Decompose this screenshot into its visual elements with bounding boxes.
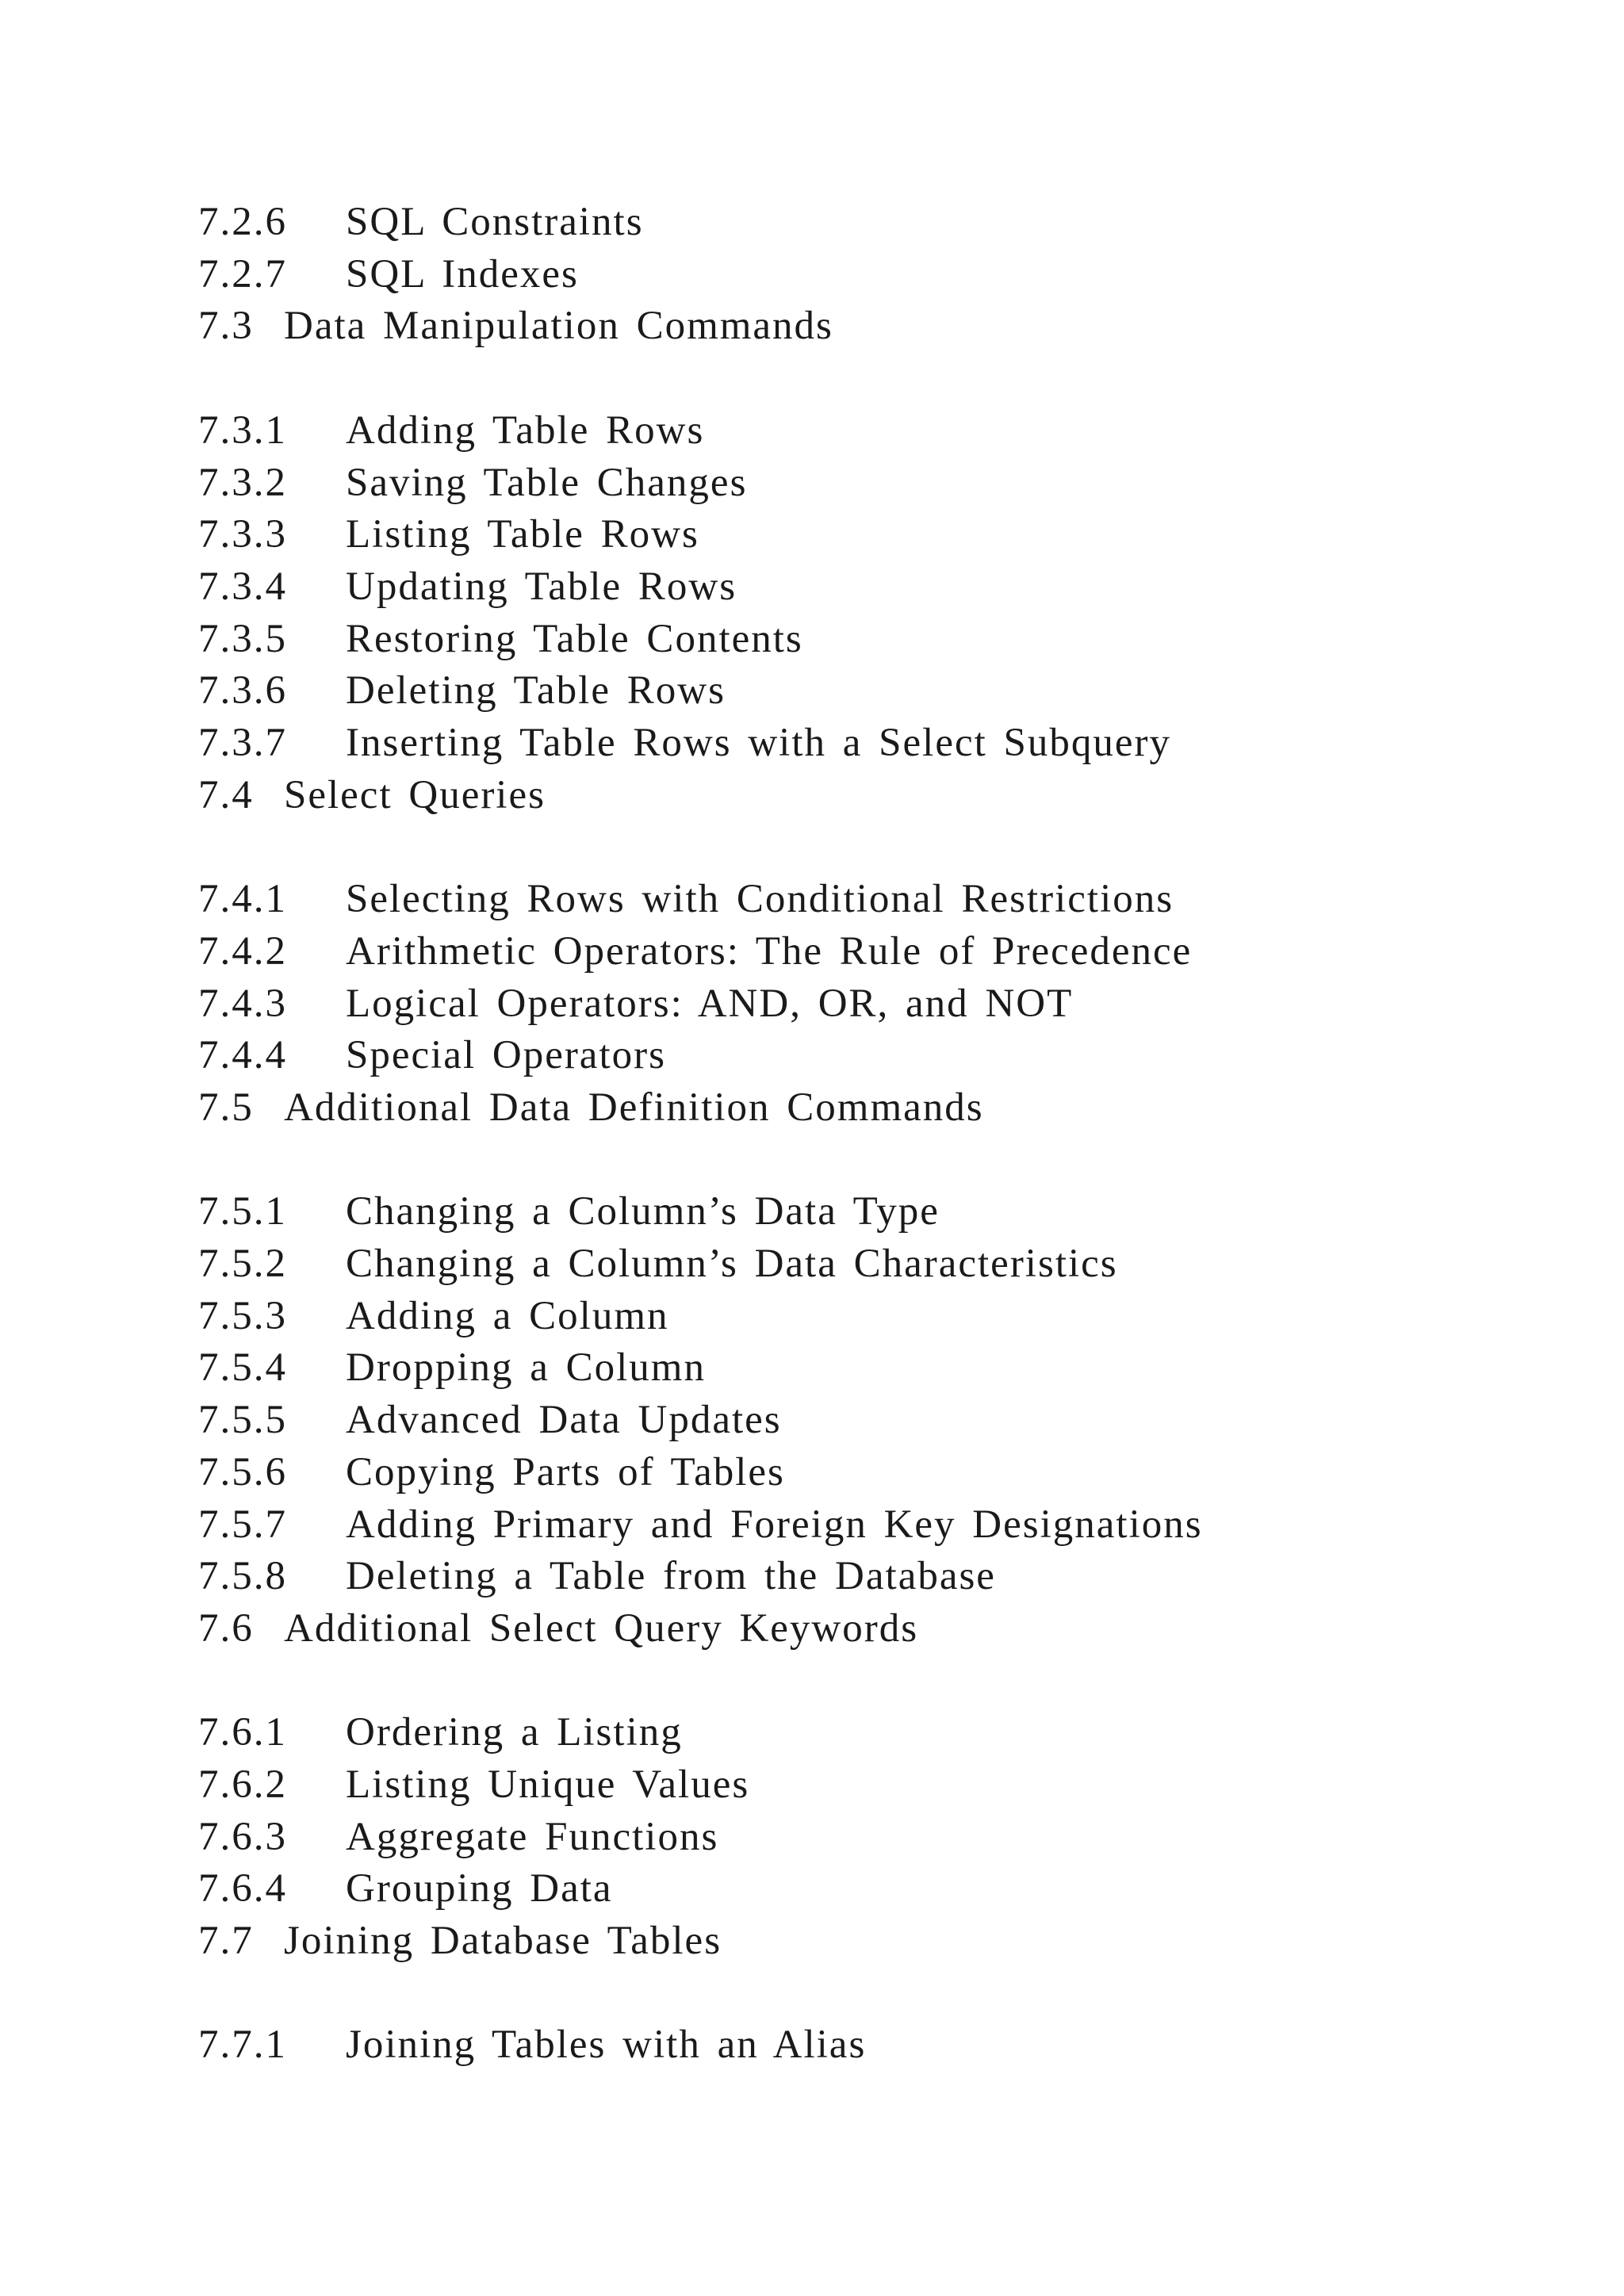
toc-entry-title: Aggregate Functions <box>346 1815 719 1859</box>
toc-entry-number: 7.4.2 <box>198 929 287 974</box>
toc-entry-title: SQL Indexes <box>346 252 579 297</box>
toc-entry-number: 7.5.6 <box>198 1450 287 1494</box>
toc-entry-number: 7.3.3 <box>198 512 287 557</box>
toc-entry-number: 7.5.5 <box>198 1398 287 1442</box>
toc-entry-number: 7.6.4 <box>198 1866 287 1911</box>
toc-entry-number: 7.5.4 <box>198 1345 287 1390</box>
toc-entry-number: 7.5 <box>198 1085 254 1130</box>
toc-entry-number: 7.3.4 <box>198 564 287 609</box>
toc-entry-title: Changing a Column’s Data Characteristics <box>346 1242 1118 1286</box>
toc-entry-title: Deleting a Table from the Database <box>346 1554 996 1598</box>
toc-entry-title: Saving Table Changes <box>346 461 748 505</box>
toc-entry-title: Dropping a Column <box>346 1345 706 1390</box>
toc-entry-title: Joining Database Tables <box>284 1919 722 1963</box>
toc-entry-title: Additional Select Query Keywords <box>284 1606 919 1651</box>
toc-entry-title: Selecting Rows with Conditional Restrictions <box>346 877 1174 921</box>
toc-entry-number: 7.5.7 <box>198 1502 287 1547</box>
toc-entry-number: 7.6 <box>198 1606 254 1651</box>
toc-entry-number: 7.3.5 <box>198 617 287 661</box>
toc-entry-number: 7.4.4 <box>198 1033 287 1077</box>
toc-entry-title: Copying Parts of Tables <box>346 1450 785 1494</box>
toc-entry-title: Additional Data Definition Commands <box>284 1085 984 1130</box>
toc-entry-title: Adding Table Rows <box>346 408 705 453</box>
toc-entry-number: 7.2.7 <box>198 252 287 297</box>
toc-entry-title: Ordering a Listing <box>346 1710 683 1755</box>
toc-entry-number: 7.4.3 <box>198 982 287 1026</box>
toc-entry-number: 7.4.1 <box>198 877 287 921</box>
toc-entry-number: 7.4 <box>198 773 254 817</box>
toc-entry-title: Adding Primary and Foreign Key Designations <box>346 1502 1203 1547</box>
toc-entry-title: Listing Unique Values <box>346 1762 750 1807</box>
toc-entry-title: Joining Tables with an Alias <box>346 2022 867 2067</box>
toc-entry-title: SQL Constraints <box>346 200 644 244</box>
toc-entry-title: Advanced Data Updates <box>346 1398 782 1442</box>
toc-entry-number: 7.3.6 <box>198 668 287 713</box>
toc-entry-number: 7.5.2 <box>198 1242 287 1286</box>
toc-entry-number: 7.7 <box>198 1919 254 1963</box>
toc-entry-title: Restoring Table Contents <box>346 617 803 661</box>
toc-entry-title: Adding a Column <box>346 1294 669 1338</box>
toc-entry-number: 7.3.7 <box>198 721 287 765</box>
toc-entry-title: Deleting Table Rows <box>346 668 726 713</box>
toc-entry-number: 7.3.2 <box>198 461 287 505</box>
toc-entry-number: 7.3 <box>198 304 254 348</box>
toc-entry-title: Grouping Data <box>346 1866 613 1911</box>
toc-entry-title: Inserting Table Rows with a Select Subquery <box>346 721 1171 765</box>
toc-entry-title: Listing Table Rows <box>346 512 699 557</box>
toc-entry-number: 7.6.2 <box>198 1762 287 1807</box>
toc-entry-number: 7.7.1 <box>198 2022 287 2067</box>
toc-entry-number: 7.5.3 <box>198 1294 287 1338</box>
toc-entry-title: Special Operators <box>346 1033 666 1077</box>
toc-entry-title: Logical Operators: AND, OR, and NOT <box>346 982 1074 1026</box>
toc-entry-number: 7.6.1 <box>198 1710 287 1755</box>
toc-entry-title: Changing a Column’s Data Type <box>346 1189 940 1234</box>
toc-entry-title: Updating Table Rows <box>346 564 737 609</box>
toc-entry-number: 7.5.8 <box>198 1554 287 1598</box>
toc-entry-number: 7.6.3 <box>198 1815 287 1859</box>
toc-entry-title: Data Manipulation Commands <box>284 304 833 348</box>
toc-entry-title: Select Queries <box>284 773 546 817</box>
toc-entry-number: 7.2.6 <box>198 200 287 244</box>
toc-entry-number: 7.3.1 <box>198 408 287 453</box>
toc-entry-number: 7.5.1 <box>198 1189 287 1234</box>
toc-entry-title: Arithmetic Operators: The Rule of Precedence <box>346 929 1193 974</box>
